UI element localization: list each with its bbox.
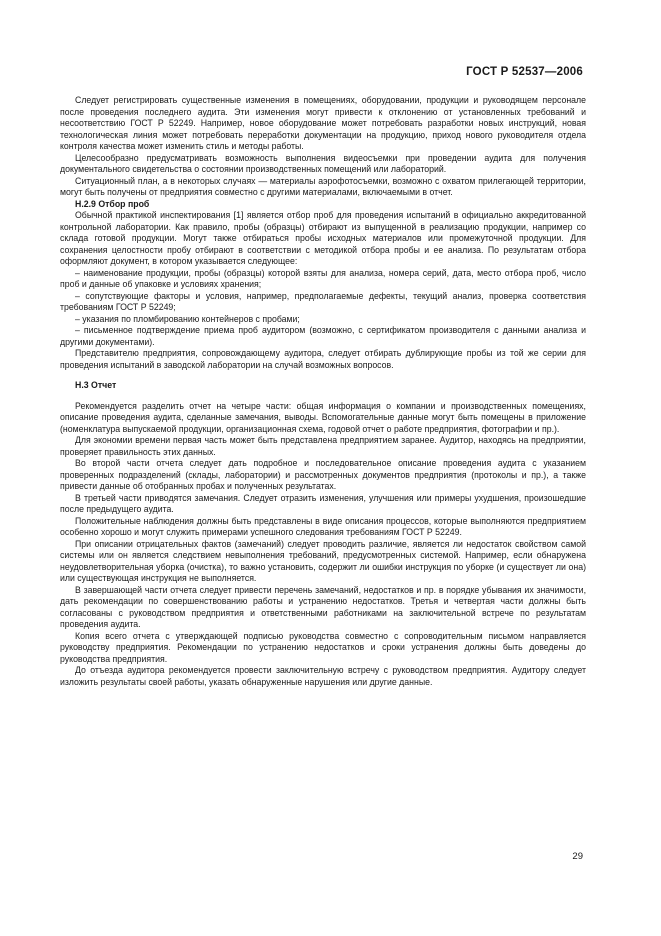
section-heading-h3: Н.3 Отчет [75,380,117,390]
paragraph: Во второй части отчета следует дать подробное и последовательное описание проведения аудита с указанием проверенных подразделений (склады, лаборатории) и рассмотренных документов предприятия (протоколы и пр.), а также привести данные об отобранных пробах и полученных результатах. [60,458,586,491]
list-item: – указания по пломбированию контейнеров с пробами; [75,313,300,324]
paragraph: В третьей части приводятся замечания. Следует отразить изменения, улучшения или примеры ухудшения, произошедшие после предыдущего аудита. [60,492,586,514]
document-code: ГОСТ Р 52537—2006 [466,66,583,78]
list-item: – сопутствующие факторы и условия, например, предполагаемые дефекты, текущий анализ, проверка соответствия требованиям ГОСТ Р 52249; [60,290,586,312]
paragraph: Копия всего отчета с утверждающей подписью руководства совместно с сопроводительным письмом направляется руководству предприятия. Рекомендации по устранению недостатков и сроки устранения должны быть доведены до руководства предприятия. [60,630,586,664]
page-body [60,95,586,688]
paragraph: При описании отрицательных фактов (замечаний) следует проводить различие, является ли недостаток свойством самой системы или он является следствием невыполнения требований, предусмотренных системой. Например, если обнаружена неудовлетворительная уборка (очистка), то важно установить, содержит ли ошибки инструкция по уборке (и существует ли она) или существующая инструкция не выполняется. [60,538,586,583]
paragraph: Для экономии времени первая часть может быть представлена предприятием заранее. Аудитор, находясь на предприятии, проверяет правильность этих данных. [60,435,586,457]
paragraph: Целесообразно предусматривать возможность выполнения видеосъемки при проведении аудита для получения документального свидетельства о состоянии производственных помещений или лабораторий. [60,152,586,174]
paragraph: Представителю предприятия, сопровождающему аудитора, следует отбирать дублирующие пробы из той же серии для проведения испытаний в заводской лаборатории на случай возможных вопросов. [60,348,586,370]
page-number: 29 [572,851,583,862]
paragraph: Обычной практикой инспектирования [1] является отбор проб для проведения испытаний в официально аккредитованной контрольной лаборатории. Как правило, пробы (образцы) отбирают из выпущенной в реализацию продукции, например со склада готовой продукции. Могут также отбираться пробы исходных материалов или промежуточной продукции. Для сохранения целостности пробу отбирают в соответствии с методикой отбора пробы и ее анализа. По результатам отбора оформляют документ, в котором указывается следующее: [60,210,586,266]
paragraph: В завершающей части отчета следует привести перечень замечаний, недостатков и пр. в порядке убывания их значимости, дать рекомендации по совершенствованию работы и устранению недостатков. Третья и четвертая части должны быть согласованы с руководством предприятия и ответственными работниками на заключительной встрече по результатам проведения аудита. [60,584,586,629]
paragraph: До отъезда аудитора рекомендуется провести заключительную встречу с руководством предприятия. Аудитору следует изложить результаты своей работы, указать обнаруженные нарушения или другие данные. [60,665,586,687]
paragraph: Положительные наблюдения должны быть представлены в виде описания процессов, которые выполняются предприятием особенно хорошо и могут служить примерами успешного следования требованиям ГОСТ Р 52249. [60,515,586,537]
list-item: – наименование продукции, пробы (образцы) которой взяты для анализа, номера серий, дата, место отбора проб, число проб и данные об упаковке и условиях хранения; [60,267,586,289]
paragraph: Рекомендуется разделить отчет на четыре части: общая информация о компании и производственных помещениях, описание проведения аудита, сделанные замечания, выводы. Вспомогательные данные могут быть помещены в приложение (номенклатура выпускаемой продукции, организационная схема, годовой отчет о работе предприятия, фотографии и пр.). [60,400,586,434]
paragraph: Следует регистрировать существенные изменения в помещениях, оборудовании, продукции и руководящем персонале после проведения последнего аудита. Эти изменения могут привести к отклонению от установленных требований и несоответствию ГОСТ Р 52249. Например, новое оборудование может потребовать разработки новых инструкций, новая технологическая линия может потребовать переработки документации на продукцию, приход нового руководителя отдела контроля качества может изменить стиль и методы работы. [60,95,586,151]
section-heading-h29: Н.2.9 Отбор проб [75,198,150,209]
paragraph: Ситуационный план, а в некоторых случаях — материалы аэрофотосъемки, возможно с охватом прилегающей территории, могут быть получены от предприятия совместно с другими материалами, включаемыми в отчет. [60,175,586,197]
list-item: – письменное подтверждение приема проб аудитором (возможно, с сертификатом производителя с данными анализа и другими документами). [60,325,586,347]
